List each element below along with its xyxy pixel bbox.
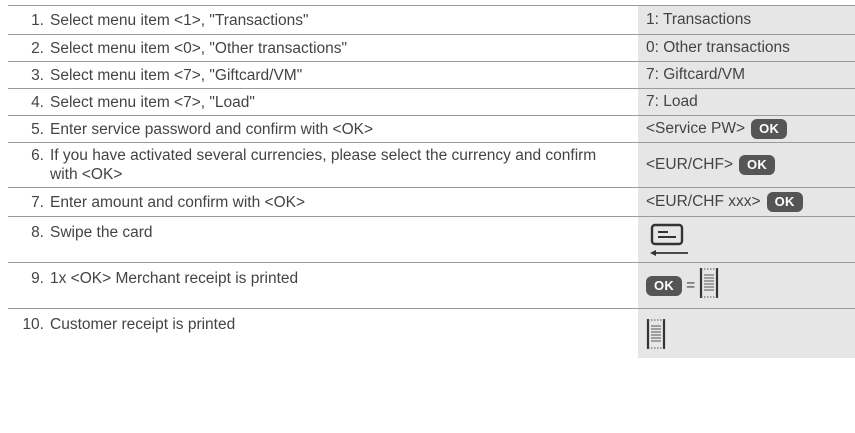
step-number: 6. <box>31 147 44 164</box>
step-row <box>8 309 855 358</box>
step-row <box>8 217 855 263</box>
step-result: 7: Load <box>638 89 855 116</box>
step-number: 7. <box>31 193 44 211</box>
receipt-icon <box>699 266 719 305</box>
step-text: 1x <OK> Merchant receipt is printed <box>50 270 299 287</box>
step-result: <Service PW> <box>646 120 746 138</box>
card-swipe-icon <box>646 223 692 262</box>
step-row <box>8 263 855 309</box>
ok-key: OK <box>767 192 803 212</box>
step-row <box>8 35 855 62</box>
step-row <box>8 188 855 217</box>
receipt-icon <box>646 317 666 356</box>
step-number: 1. <box>31 11 44 29</box>
step-text: Swipe the card <box>50 224 153 241</box>
instruction-table <box>8 5 855 358</box>
step-text: Select menu item <1>, "Transactions" <box>50 11 309 29</box>
step-row <box>8 62 855 89</box>
step-row <box>8 89 855 116</box>
step-text: Select menu item <0>, "Other transactions" <box>50 39 348 57</box>
step-number: 8. <box>31 224 44 241</box>
step-text: Enter amount and confirm with <OK> <box>50 193 306 211</box>
step-number: 4. <box>31 93 44 111</box>
step-number: 2. <box>31 39 44 57</box>
equals-sign: = <box>686 276 696 294</box>
step-result: <EUR/CHF xxx> <box>646 193 761 211</box>
step-result: 7: Giftcard/VM <box>638 62 855 89</box>
step-row <box>8 143 855 188</box>
step-text: If you have activated several currencies, please select the currency and confirm with <OK> <box>50 147 597 183</box>
step-number: 10. <box>22 316 44 333</box>
step-number: 9. <box>31 270 44 287</box>
step-number: 3. <box>31 66 44 84</box>
step-text: Enter service password and confirm with <OK> <box>50 120 374 138</box>
ok-key: OK <box>751 119 787 139</box>
step-text: Customer receipt is printed <box>50 316 236 333</box>
step-result: 1: Transactions <box>638 6 855 35</box>
step-text: Select menu item <7>, "Giftcard/VM" <box>50 66 303 84</box>
step-result: <EUR/CHF> <box>646 156 733 174</box>
step-number: 5. <box>31 120 44 138</box>
step-result: 0: Other transactions <box>638 35 855 62</box>
step-row <box>8 6 855 35</box>
step-row <box>8 116 855 143</box>
ok-key: OK <box>646 276 682 296</box>
ok-key: OK <box>739 155 775 175</box>
step-text: Select menu item <7>, "Load" <box>50 93 255 111</box>
